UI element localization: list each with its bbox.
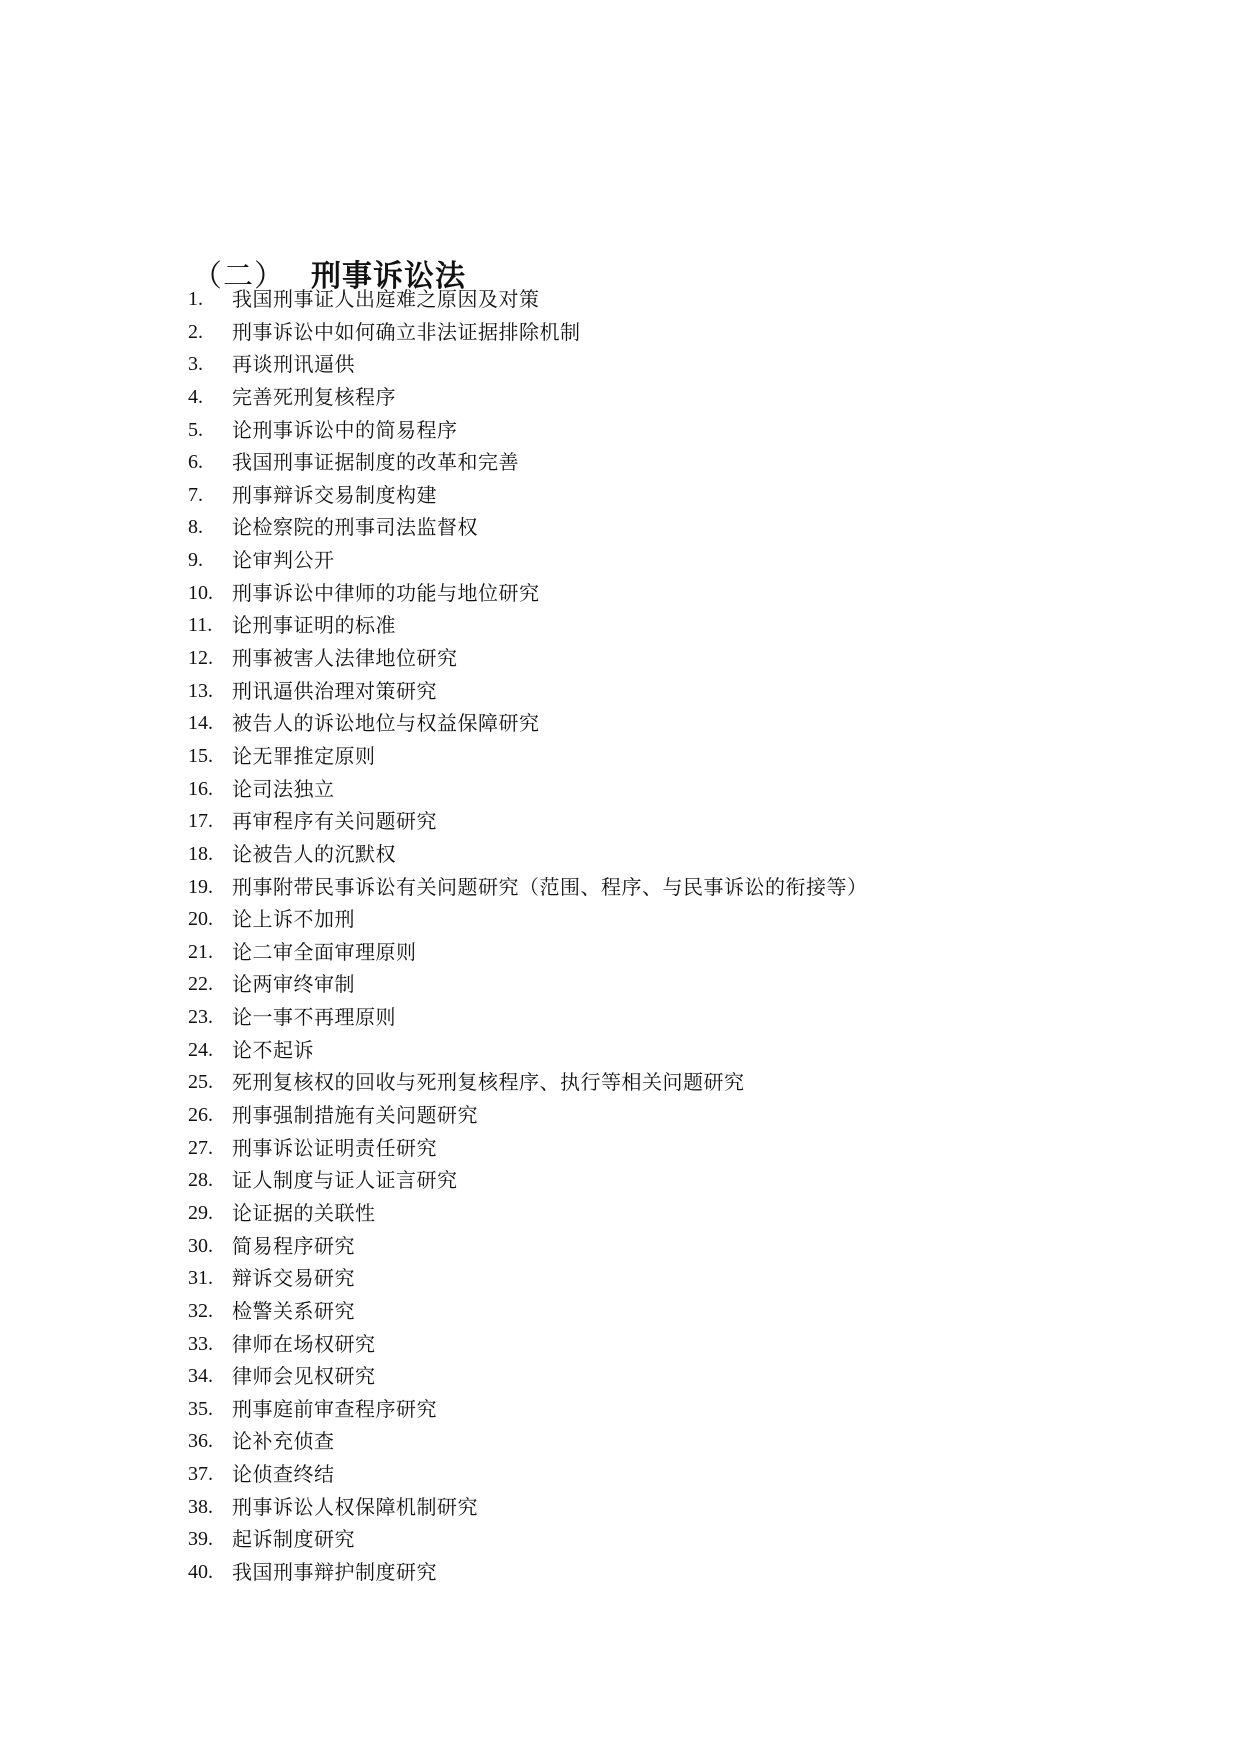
list-item (188, 316, 1168, 349)
list-item-number: 3. (188, 353, 203, 376)
list-item-number: 12. (188, 647, 213, 670)
list-item-text: 刑事诉讼中如何确立非法证据排除机制 (232, 319, 581, 344)
list-item-number: 20. (188, 908, 213, 931)
list-item-number: 39. (188, 1528, 213, 1551)
list-item-text: 辩诉交易研究 (232, 1266, 355, 1291)
list-item-text: 论检察院的刑事司法监督权 (232, 515, 478, 540)
list-item-text: 论两审终审制 (232, 972, 355, 997)
list-item-text: 再审程序有关问题研究 (232, 809, 437, 834)
list-item (188, 707, 1168, 740)
list-item-text: 我国刑事证据制度的改革和完善 (232, 450, 519, 475)
list-item-number: 25. (188, 1071, 213, 1094)
list-item (188, 446, 1168, 479)
list-item-text: 论审判公开 (232, 548, 335, 573)
list-item-number: 40. (188, 1560, 213, 1583)
list-item-number: 17. (188, 810, 213, 833)
list-item-text: 我国刑事证人出庭难之原因及对策 (232, 287, 540, 311)
list-item (188, 348, 1168, 381)
list-item-number: 32. (188, 1299, 213, 1322)
list-item (188, 283, 1168, 316)
list-item (188, 1491, 1168, 1524)
list-item-text: 论证据的关联性 (232, 1200, 376, 1225)
list-item (188, 1164, 1168, 1197)
section-number: （二） (192, 258, 285, 294)
list-item-text: 论侦查终结 (232, 1462, 335, 1487)
list-item-text: 我国刑事辩护制度研究 (232, 1559, 437, 1584)
list-item (188, 838, 1168, 871)
list-item-number: 27. (188, 1136, 213, 1159)
list-item-number: 33. (188, 1332, 213, 1355)
list-item-text: 起诉制度研究 (232, 1527, 355, 1552)
list-item-text: 论不起诉 (232, 1037, 314, 1062)
list-item (188, 381, 1168, 414)
list-item-text: 论补充侦查 (232, 1429, 335, 1454)
list-item-number: 9. (188, 549, 203, 572)
list-item-number: 11. (188, 614, 213, 637)
list-item (188, 1295, 1168, 1328)
list-item-text: 论刑事诉讼中的简易程序 (232, 417, 458, 442)
list-item-number: 10. (188, 581, 213, 604)
topic-list (188, 283, 1168, 1589)
list-item (188, 773, 1168, 806)
list-item (188, 968, 1168, 1001)
list-item (188, 1458, 1168, 1491)
list-item-number: 7. (188, 483, 203, 506)
list-item-number: 18. (188, 842, 213, 865)
list-item-number: 38. (188, 1495, 213, 1518)
list-item (188, 740, 1168, 773)
section-title: 刑事诉讼法 (311, 258, 466, 294)
list-item-number: 2. (188, 320, 203, 343)
list-item (188, 1556, 1168, 1589)
list-item-number: 19. (188, 875, 213, 898)
list-item-text: 刑事诉讼证明责任研究 (232, 1135, 437, 1160)
list-item-text: 完善死刑复核程序 (232, 384, 396, 409)
list-item (188, 1425, 1168, 1458)
list-item-number: 24. (188, 1038, 213, 1061)
list-item-number: 16. (188, 777, 213, 800)
list-item-text: 被告人的诉讼地位与权益保障研究 (232, 711, 540, 736)
list-item-number: 6. (188, 451, 203, 474)
list-item (188, 1262, 1168, 1295)
list-item-text: 再谈刑讯逼供 (232, 352, 355, 377)
list-item-number: 30. (188, 1234, 213, 1257)
list-item (188, 1328, 1168, 1361)
list-item-number: 23. (188, 1006, 213, 1029)
list-item-number: 22. (188, 973, 213, 996)
list-item (188, 1066, 1168, 1099)
list-item (188, 1523, 1168, 1556)
list-item-number: 35. (188, 1397, 213, 1420)
list-item (188, 903, 1168, 936)
list-item-text: 刑事被害人法律地位研究 (232, 646, 458, 671)
list-item-text: 刑事诉讼中律师的功能与地位研究 (232, 580, 540, 605)
list-item (188, 1197, 1168, 1230)
list-item (188, 642, 1168, 675)
list-item-text: 刑讯逼供治理对策研究 (232, 678, 437, 703)
list-item (188, 1099, 1168, 1132)
list-item-text: 刑事强制措施有关问题研究 (232, 1103, 478, 1128)
list-item-text: 律师会见权研究 (232, 1364, 376, 1389)
list-item (188, 1132, 1168, 1165)
list-item-text: 论刑事证明的标准 (232, 613, 396, 638)
list-item-text: 论上诉不加刑 (232, 907, 355, 932)
list-item (188, 511, 1168, 544)
list-item-number: 26. (188, 1104, 213, 1127)
list-item-text: 刑事附带民事诉讼有关问题研究（范围、程序、与民事诉讼的衔接等） (232, 874, 868, 899)
list-item (188, 544, 1168, 577)
list-item-number: 14. (188, 712, 213, 735)
list-item (188, 805, 1168, 838)
list-item (188, 1360, 1168, 1393)
list-item-text: 论无罪推定原则 (232, 743, 376, 768)
list-item-text: 检警关系研究 (232, 1298, 355, 1323)
list-item (188, 479, 1168, 512)
list-item-number: 37. (188, 1463, 213, 1486)
list-item-text: 简易程序研究 (232, 1233, 355, 1258)
list-item-text: 刑事庭前审查程序研究 (232, 1396, 437, 1421)
list-item-number: 34. (188, 1365, 213, 1388)
list-item-number: 8. (188, 516, 203, 539)
list-item-number: 4. (188, 385, 203, 408)
list-item-number: 31. (188, 1267, 213, 1290)
list-item-text: 论被告人的沉默权 (232, 841, 396, 866)
list-item (188, 675, 1168, 708)
list-item-text: 刑事辩诉交易制度构建 (232, 482, 437, 507)
list-item-text: 律师在场权研究 (232, 1331, 376, 1356)
list-item (188, 609, 1168, 642)
list-item (188, 414, 1168, 447)
list-item-number: 1. (188, 288, 203, 310)
list-item (188, 1393, 1168, 1426)
list-item-number: 5. (188, 418, 203, 441)
list-item (188, 577, 1168, 610)
list-item (188, 936, 1168, 969)
list-item-text: 证人制度与证人证言研究 (232, 1168, 458, 1193)
list-item (188, 1034, 1168, 1067)
list-item-text: 刑事诉讼人权保障机制研究 (232, 1494, 478, 1519)
list-item-number: 21. (188, 940, 213, 963)
list-item-text: 论一事不再理原则 (232, 1005, 396, 1030)
list-item-text: 论司法独立 (232, 776, 335, 801)
list-item (188, 871, 1168, 904)
list-item-text: 论二审全面审理原则 (232, 939, 417, 964)
list-item-number: 15. (188, 744, 213, 767)
list-item (188, 1230, 1168, 1263)
list-item-number: 13. (188, 679, 213, 702)
list-item-number: 28. (188, 1169, 213, 1192)
list-item (188, 1001, 1168, 1034)
list-item-number: 29. (188, 1201, 213, 1224)
list-item-number: 36. (188, 1430, 213, 1453)
list-item-text: 死刑复核权的回收与死刑复核程序、执行等相关问题研究 (232, 1070, 745, 1095)
